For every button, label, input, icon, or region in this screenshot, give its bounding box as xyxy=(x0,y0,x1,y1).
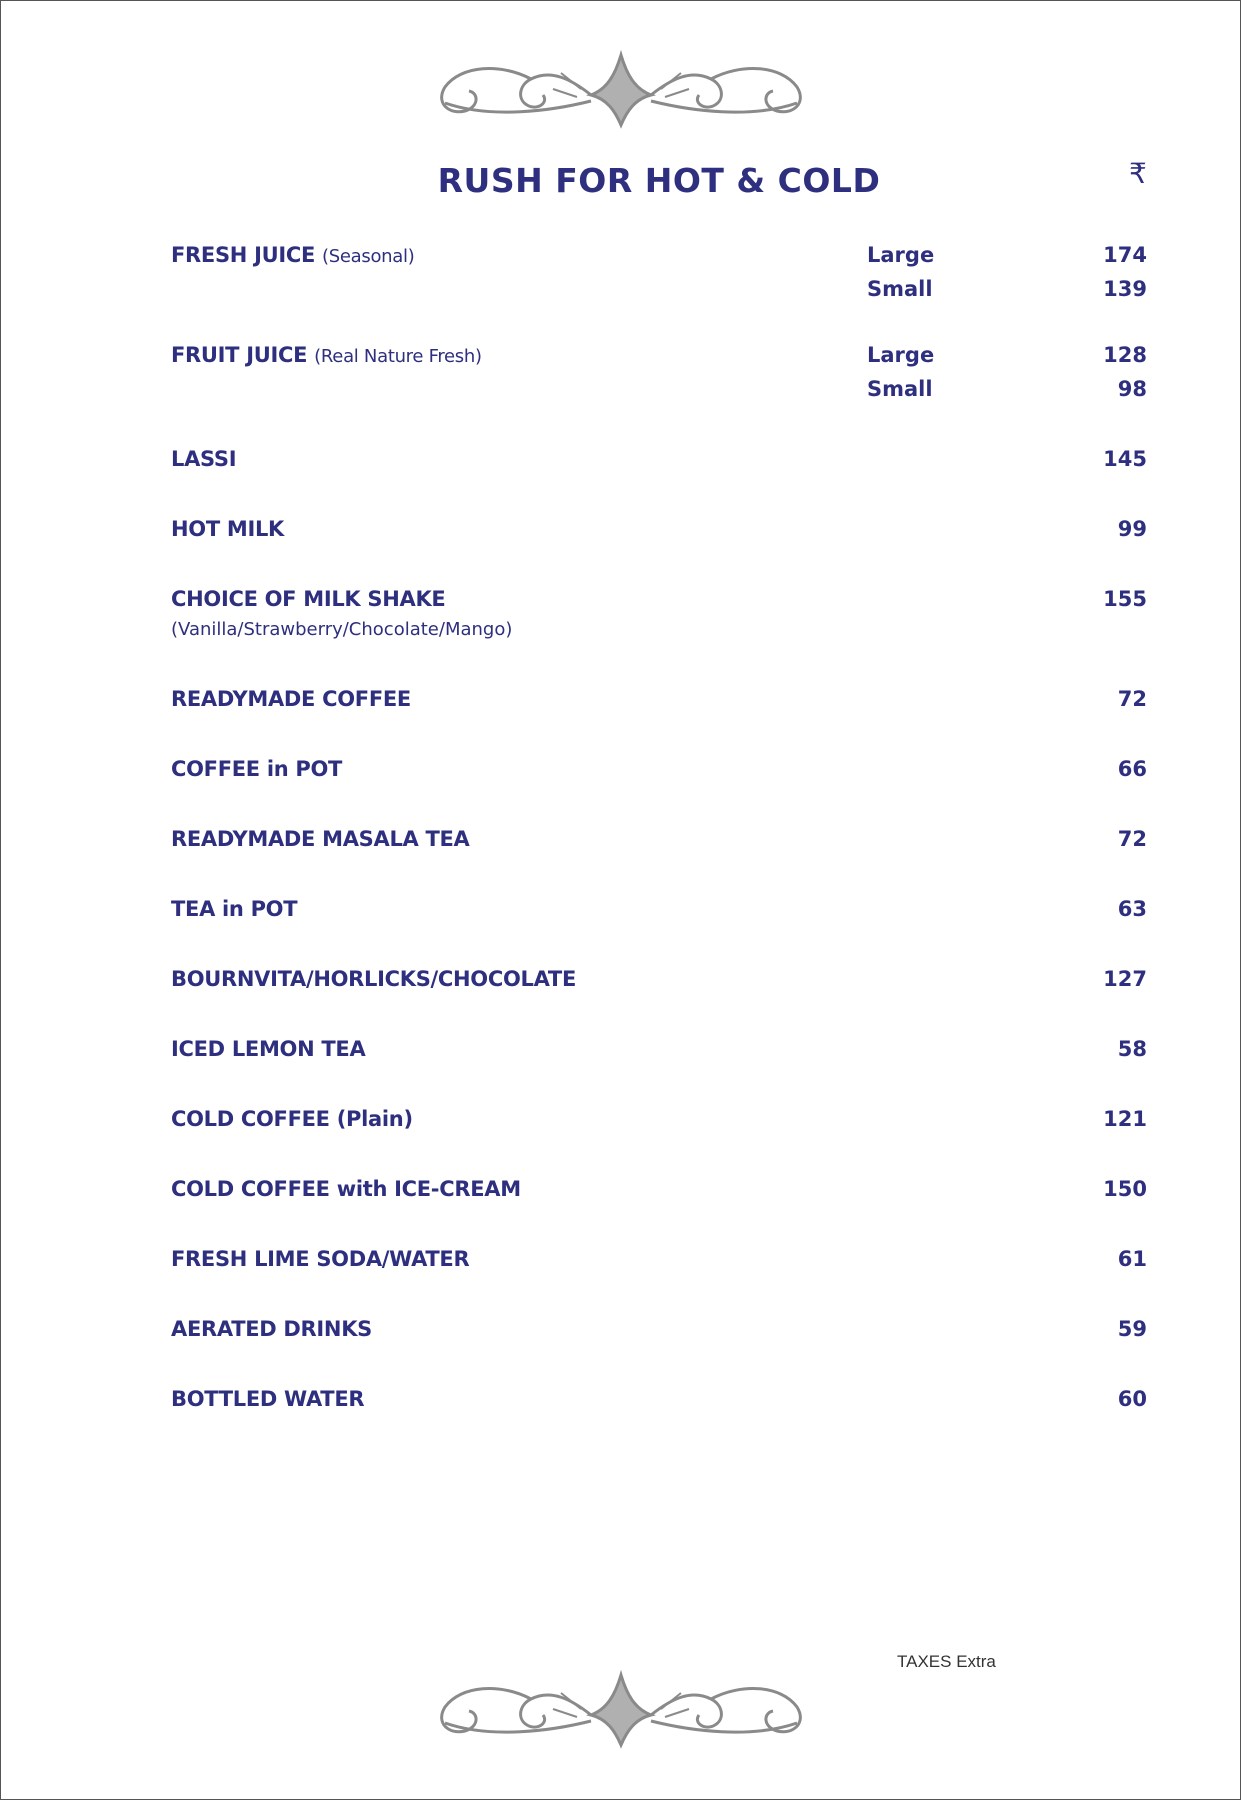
item-sub-note: (Vanilla/Strawberry/Chocolate/Mango) xyxy=(171,619,513,640)
item-name: LASSI xyxy=(171,447,237,471)
item-price: 145 xyxy=(1103,447,1147,471)
item-price: 121 xyxy=(1103,1107,1147,1131)
currency-symbol: ₹ xyxy=(1129,157,1147,190)
size-label: Small xyxy=(867,277,933,301)
menu-item xyxy=(171,1247,1147,1281)
menu-item xyxy=(171,1387,1147,1421)
item-name: TEA in POT xyxy=(171,897,298,921)
top-ornament-icon xyxy=(431,49,811,129)
taxes-note: TAXES Extra xyxy=(897,1652,996,1671)
item-price: 59 xyxy=(1117,1317,1147,1341)
item-name: READYMADE MASALA TEA xyxy=(171,827,470,851)
menu-item-fresh-juice xyxy=(171,243,1147,301)
menu-item xyxy=(171,967,1147,1001)
size-price: 174 xyxy=(1103,243,1147,267)
size-label: Large xyxy=(867,343,935,367)
item-price: 60 xyxy=(1117,1387,1147,1411)
item-name: COFFEE in POT xyxy=(171,757,343,781)
size-label: Small xyxy=(867,377,933,401)
item-name: FRESH LIME SODA/WATER xyxy=(171,1247,470,1271)
item-price: 99 xyxy=(1117,517,1147,541)
item-price: 150 xyxy=(1103,1177,1147,1201)
item-price: 61 xyxy=(1117,1247,1147,1271)
item-price: 155 xyxy=(1103,587,1147,611)
item-price: 63 xyxy=(1117,897,1147,921)
item-price: 66 xyxy=(1117,757,1147,781)
menu-item xyxy=(171,1177,1147,1211)
item-name: AERATED DRINKS xyxy=(171,1317,372,1341)
item-note: (Seasonal) xyxy=(322,246,415,267)
menu-item xyxy=(171,1317,1147,1351)
menu-item xyxy=(171,897,1147,931)
size-label: Large xyxy=(867,243,935,267)
size-price: 98 xyxy=(1117,377,1147,401)
menu-item xyxy=(171,757,1147,791)
page-title: RUSH FOR HOT & COLD xyxy=(437,161,881,200)
size-price: 128 xyxy=(1103,343,1147,367)
item-price: 127 xyxy=(1103,967,1147,991)
menu-item xyxy=(171,587,1147,640)
menu-item xyxy=(171,447,1147,481)
menu-item xyxy=(171,517,1147,551)
bottom-ornament-icon xyxy=(431,1669,811,1749)
menu-item xyxy=(171,1037,1147,1071)
item-name: FRUIT JUICE (Real Nature Fresh) xyxy=(171,343,482,367)
menu-item xyxy=(171,827,1147,861)
menu-item xyxy=(171,1107,1147,1141)
item-name: COLD COFFEE (Plain) xyxy=(171,1107,413,1131)
size-price: 139 xyxy=(1103,277,1147,301)
item-note: (Real Nature Fresh) xyxy=(314,346,482,367)
item-price: 58 xyxy=(1117,1037,1147,1061)
item-name: BOTTLED WATER xyxy=(171,1387,365,1411)
item-name: COLD COFFEE with ICE-CREAM xyxy=(171,1177,521,1201)
item-name: CHOICE OF MILK SHAKE xyxy=(171,587,446,611)
item-name: FRESH JUICE (Seasonal) xyxy=(171,243,415,267)
item-name: HOT MILK xyxy=(171,517,285,541)
item-price: 72 xyxy=(1117,687,1147,711)
menu-item xyxy=(171,687,1147,721)
item-name: BOURNVITA/HORLICKS/CHOCOLATE xyxy=(171,967,576,991)
item-name: ICED LEMON TEA xyxy=(171,1037,366,1061)
item-price: 72 xyxy=(1117,827,1147,851)
menu-item-fruit-juice xyxy=(171,343,1147,401)
item-name: READYMADE COFFEE xyxy=(171,687,411,711)
